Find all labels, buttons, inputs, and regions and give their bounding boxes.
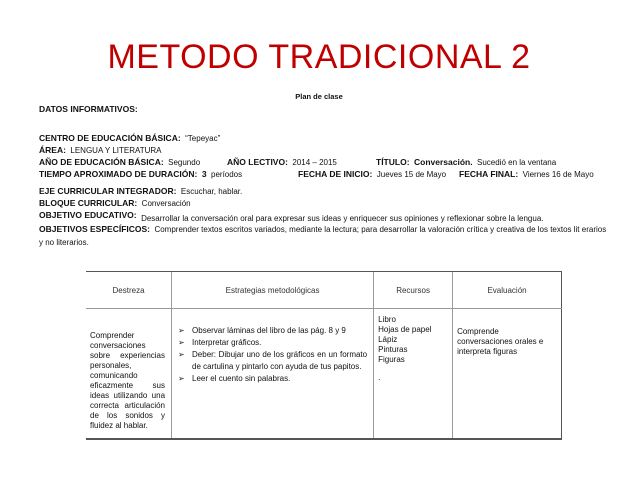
inicio-value: Jueves 15 de Mayo [376,170,447,179]
table-row [86,309,562,439]
final-label: FECHA FINAL: [459,169,519,179]
section-heading: DATOS INFORMATIVOS: [39,104,138,114]
area-value: LENGUA Y LITERATURA [70,146,162,155]
recurso-spacer [378,365,448,373]
objetivo-value: Desarrollar la conversación oral para expresar sus ideas y enriquecer sus opiniones y reflexionar sobre la lengua. [141,214,544,223]
plan-subtitle: Plan de clase [295,92,343,101]
tiempo-row [39,164,242,182]
final-row [459,164,594,182]
lectivo-label: AÑO LECTIVO: [227,157,288,167]
plan-table [86,272,562,439]
recurso-item: Hojas de papel [378,325,432,334]
arrow-bullet-icon: ➢ [178,338,185,347]
bloque-label: BLOQUE CURRICULAR: [39,198,138,208]
header-destreza: Destreza [86,272,172,309]
list-item [176,349,367,373]
objetivo-label: OBJETIVO EDUCATIVO: [39,210,137,220]
inicio-row [298,164,446,182]
table-header-row [86,272,562,309]
header-recursos: Recursos [374,272,453,309]
destreza-cell: Comprender conversaciones sobre experiencias personales, comunicando eficazmente sus ideas utilizando una correcta articulación de los sonidos y fluidez al hablar. [86,309,172,439]
arrow-bullet-icon: ➢ [178,326,185,335]
anio-label: AÑO DE EDUCACIÓN BÁSICA: [39,157,164,167]
list-item [176,325,367,337]
arrow-bullet-icon: ➢ [178,350,185,359]
inicio-label: FECHA DE INICIO: [298,169,373,179]
tiempo-unit: períodos [211,170,243,179]
header-evaluacion: Evaluación [453,272,562,309]
recurso-item: Figuras [378,355,405,364]
titulo-value: Sucedió en la ventana [477,158,557,167]
eje-value: Escuchar, hablar. [180,187,243,196]
recurso-item: Pinturas [378,345,408,354]
final-value: Viernes 16 de Mayo [522,170,594,179]
arrow-bullet-icon: ➢ [178,374,185,383]
especificos-row [39,222,609,248]
anio-value: Segundo [168,158,201,167]
estrategia-text: Interpretar gráficos. [192,338,262,347]
list-item [176,337,367,349]
titulo-label: TÍTULO: [376,157,410,167]
page-title: METODO TRADICIONAL 2 [107,38,531,76]
header-estrategias: Estrategias metodológicas [172,272,374,309]
table-bottom-border [86,438,562,440]
eje-label: EJE CURRICULAR INTEGRADOR: [39,186,177,196]
centro-value: “Tepeyac” [185,134,221,143]
estrategia-text: Deber: Dibujar uno de los gráficos en un formato de cartulina y pintarlo con ayuda de tus papitos. [192,350,368,371]
lectivo-value: 2014 – 2015 [292,158,337,167]
list-item [176,373,367,385]
objetivo-row [39,205,544,223]
recurso-item: . [378,373,381,382]
estrategia-text: Leer el cuento sin palabras. [192,374,291,383]
area-label: ÁREA: [39,145,66,155]
centro-label: CENTRO DE EDUCACIÓN BÁSICA: [39,133,181,143]
especificos-label: OBJETIVOS ESPECÍFICOS: [39,224,150,234]
titulo-value-bold: Conversación. [413,157,473,167]
estrategias-cell [172,309,374,439]
especificos-value: Comprender textos escritos variados, mediante la lectura; para desarrollar la valoración crítica y creativa de los textos lit erarios y no literarios. [39,225,607,247]
bloque-value: Conversación [141,199,191,208]
recurso-item: Libro [378,315,396,324]
estrategias-list [176,325,367,385]
estrategia-text: Observar láminas del libro de las pág. 8 y 9 [192,326,346,335]
tiempo-label: TIEMPO APROXIMADO DE DURACIÓN: [39,169,198,179]
tiempo-num: 3 [201,169,207,179]
evaluacion-cell: Comprende conversaciones orales e interpreta figuras [453,309,562,439]
recurso-item: Lápiz [378,335,398,344]
recursos-cell [374,309,453,439]
